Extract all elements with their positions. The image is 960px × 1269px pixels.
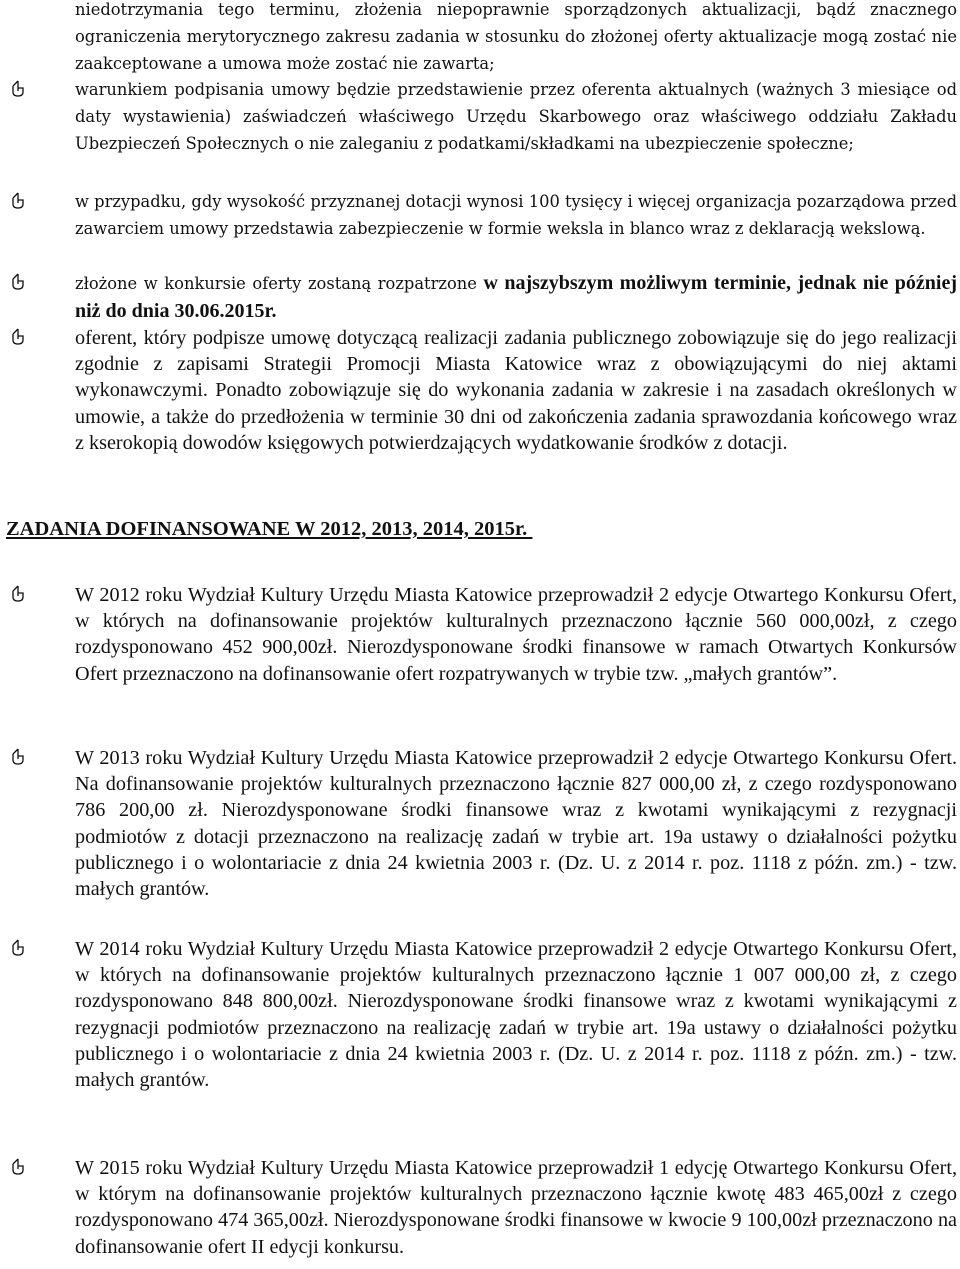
hand-pointer-icon — [11, 748, 25, 766]
hand-pointer-icon — [11, 273, 25, 291]
hand-pointer-icon — [11, 585, 25, 603]
bullet-item: złożone w konkursie oferty zostaną rozpatrzone w najszybszym możliwym terminie, jednak nie później niż do dnia 30.06.2015r. — [75, 270, 957, 326]
bullet-item: oferent, który podpisze umowę dotyczącą realizacji zadania publicznego zobowiązuje się do jego realizacji zgodnie z zapisami Strategii Promocji Miasta Katowice wraz z obowiązującymi do niej aktami wykonawczymi. Ponadto zobowiązuje się do wykonania zadania w zakresie i na zasadach określonych w umowie, a także do przedłożenia w terminie 30 dni od zakończenia zadania sprawozdania końcowego wraz z kserokopią dowodów księgowych potwierdzających wydatkowanie środków z dotacji. — [75, 325, 957, 456]
hand-pointer-icon — [11, 80, 25, 98]
deadline-bold-text: w najszybszym możliwym terminie, jednak nie później niż do dnia 30.06.2015r. — [75, 272, 957, 322]
section-heading: ZADANIA DOFINANSOWANE W 2012, 2013, 2014, 2015r. — [6, 518, 533, 540]
bullet-item: W 2012 roku Wydział Kultury Urzędu Miasta Katowice przeprowadził 2 edycje Otwartego Konkursu Ofert, w których na dofinansowanie projektów kulturalnych przeznaczono łącznie 560 000,00zł, z czego rozdysponowano 452 900,00zł. Nierozdysponowane środki finansowe w ramach Otwartych Konkursów Ofert przeznaczono na dofinansowanie ofert rozpatrywanych w trybie tzw. „małych grantów”. — [75, 582, 957, 687]
hand-pointer-icon — [11, 939, 25, 957]
bullet-item: warunkiem podpisania umowy będzie przedstawienie przez oferenta aktualnych (ważnych 3 miesiące od daty wystawienia) zaświadczeń właściwego Urzędu Skarbowego oraz właściwego oddziału Zakładu Ubezpieczeń Społecznych o nie zaleganiu z podatkami/składkami na ubezpieczenie społeczne; — [75, 77, 957, 157]
hand-pointer-icon — [11, 1158, 25, 1176]
hand-pointer-icon — [11, 192, 25, 210]
bullet-item: W 2013 roku Wydział Kultury Urzędu Miasta Katowice przeprowadził 2 edycje Otwartego Konkursu Ofert. Na dofinansowanie projektów kulturalnych przeznaczono łącznie 827 000,00 zł, z czego rozdysponowano 786 200,00 zł. Nierozdysponowane środki finansowe wraz z kwotami wynikającymi z rezygnacji podmiotów z dotacji przeznaczono na realizację zadań w trybie art. 19a ustawy o działalności pożytku publicznego i o wolontariacie z dnia 24 kwietnia 2003 r. (Dz. U. z 2014 r. poz. 1118 z późn. zm.) - tzw. małych grantów. — [75, 745, 957, 902]
bullet-item: W 2014 roku Wydział Kultury Urzędu Miasta Katowice przeprowadził 2 edycje Otwartego Konkursu Ofert, w których na dofinansowanie projektów kulturalnych przeznaczono łącznie 1 007 000,00 zł, z czego rozdysponowano 848 800,00zł. Nierozdysponowane środki finansowe wraz z kwotami wynikającymi z rezygnacji podmiotów przeznaczono na realizację zadań w trybie art. 19a ustawy o działalności pożytku publicznego i o wolontariacie z dnia 24 kwietnia 2003 r. (Dz. U. z 2014 r. poz. 1118 z późn. zm.) - tzw. małych grantów. — [75, 936, 957, 1093]
bullet-item: W 2015 roku Wydział Kultury Urzędu Miasta Katowice przeprowadził 1 edycję Otwartego Konkursu Ofert, w którym na dofinansowanie projektów kulturalnych przeznaczono łącznie kwotę 483 465,00zł z czego rozdysponowano 474 365,00zł. Nierozdysponowane środki finansowe w kwocie 9 100,00zł przeznaczono na dofinansowanie ofert II edycji konkursu. — [75, 1155, 957, 1260]
continuation-paragraph: niedotrzymania tego terminu, złożenia niepoprawnie sporządzonych aktualizacji, bądź znacznego ograniczenia merytorycznego zakresu zadania w stosunku do złożonej oferty aktualizacje mogą zostać nie zaakceptowane a umowa może zostać nie zawarta; — [75, 0, 957, 73]
hand-pointer-icon — [11, 328, 25, 346]
bullet-item: w przypadku, gdy wysokość przyznanej dotacji wynosi 100 tysięcy i więcej organizacja pozarządowa przed zawarciem umowy przedstawia zabezpieczenie w formie weksla in blanco wraz z deklaracją wekslową. — [75, 189, 957, 243]
